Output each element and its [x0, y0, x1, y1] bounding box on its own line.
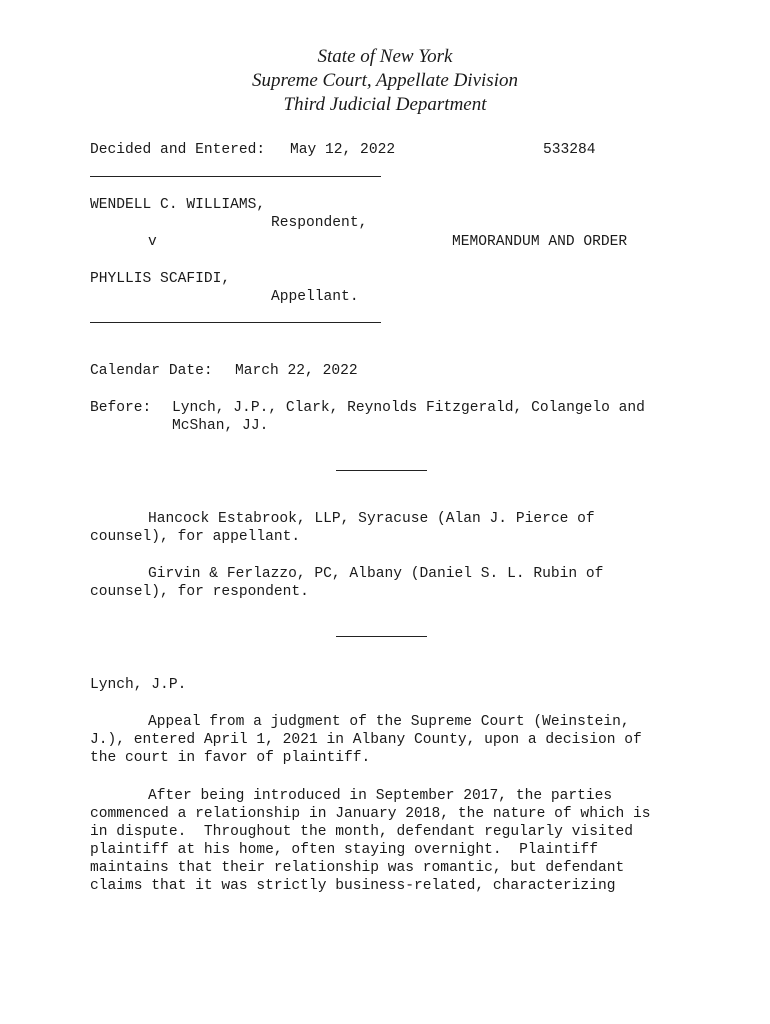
appellant-counsel-line1: Hancock Estabrook, LLP, Syracuse (Alan J. Pierce of [148, 511, 595, 527]
opinion-author: Lynch, J.P. [90, 677, 187, 693]
paragraph-line: commenced a relationship in January 2018, the nature of which is [90, 806, 651, 822]
caption-top-rule [90, 176, 381, 177]
court-department: Third Judicial Department [283, 94, 487, 115]
calendar-label: Calendar Date: [90, 363, 213, 379]
before-justices-line2: McShan, JJ. [172, 418, 269, 434]
court-name: Supreme Court, Appellate Division [252, 70, 518, 91]
court-state: State of New York [317, 46, 453, 67]
paragraph-line: plaintiff at his home, often staying overnight. Plaintiff [90, 842, 598, 858]
decided-label: Decided and Entered: [90, 142, 266, 158]
paragraph-line: Appeal from a judgment of the Supreme Court (Weinstein, [148, 714, 630, 730]
docket-number: 533284 [543, 142, 596, 158]
defendant-role: Appellant. [271, 289, 359, 305]
caption-bottom-rule [90, 322, 381, 323]
respondent-counsel-line1: Girvin & Ferlazzo, PC, Albany (Daniel S. L. Rubin of [148, 566, 604, 582]
versus: v [148, 234, 157, 250]
paragraph-line: J.), entered April 1, 2021 in Albany County, upon a decision of [90, 732, 642, 748]
plaintiff-name: WENDELL C. WILLIAMS, [90, 197, 266, 213]
plaintiff-role: Respondent, [271, 215, 368, 231]
section-divider-1 [336, 470, 427, 471]
defendant-name: PHYLLIS SCAFIDI, [90, 271, 231, 287]
appellant-counsel-line2: counsel), for appellant. [90, 529, 301, 545]
respondent-counsel-line2: counsel), for respondent. [90, 584, 309, 600]
section-divider-2 [336, 636, 427, 637]
decided-date: May 12, 2022 [290, 142, 396, 158]
paragraph-line: the court in favor of plaintiff. [90, 750, 371, 766]
paragraph-line: in dispute. Throughout the month, defendant regularly visited [90, 824, 633, 840]
paragraph-line: After being introduced in September 2017, the parties [148, 788, 613, 804]
before-label: Before: [90, 400, 152, 416]
before-justices-line1: Lynch, J.P., Clark, Reynolds Fitzgerald, Colangelo and [172, 400, 645, 416]
order-type: MEMORANDUM AND ORDER [452, 234, 628, 250]
paragraph-line: maintains that their relationship was romantic, but defendant [90, 860, 625, 876]
calendar-date: March 22, 2022 [235, 363, 358, 379]
paragraph-line: claims that it was strictly business-related, characterizing [90, 878, 616, 894]
